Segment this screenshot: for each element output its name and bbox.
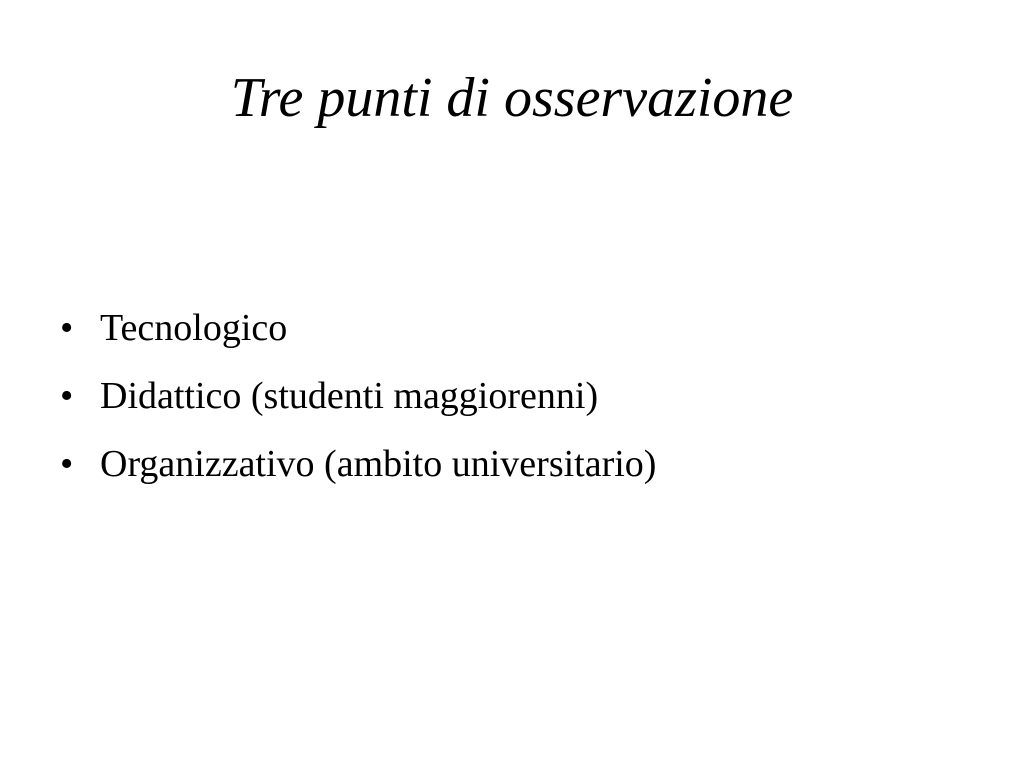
bullet-item-organizzativo — [60, 440, 656, 488]
bullet-text: Organizzativo (ambito universitario) — [100, 443, 657, 485]
bullet-list — [60, 304, 656, 508]
slide-title: Tre punti di osservazione — [230, 67, 794, 129]
bullet-item-tecnologico — [60, 304, 656, 352]
bullet-icon: • — [60, 443, 74, 485]
bullet-icon: • — [60, 375, 74, 417]
bullet-text: Didattico (studenti maggiorenni) — [100, 375, 599, 417]
bullet-icon: • — [60, 307, 74, 349]
bullet-text: Tecnologico — [100, 307, 288, 349]
bullet-item-didattico — [60, 372, 656, 420]
